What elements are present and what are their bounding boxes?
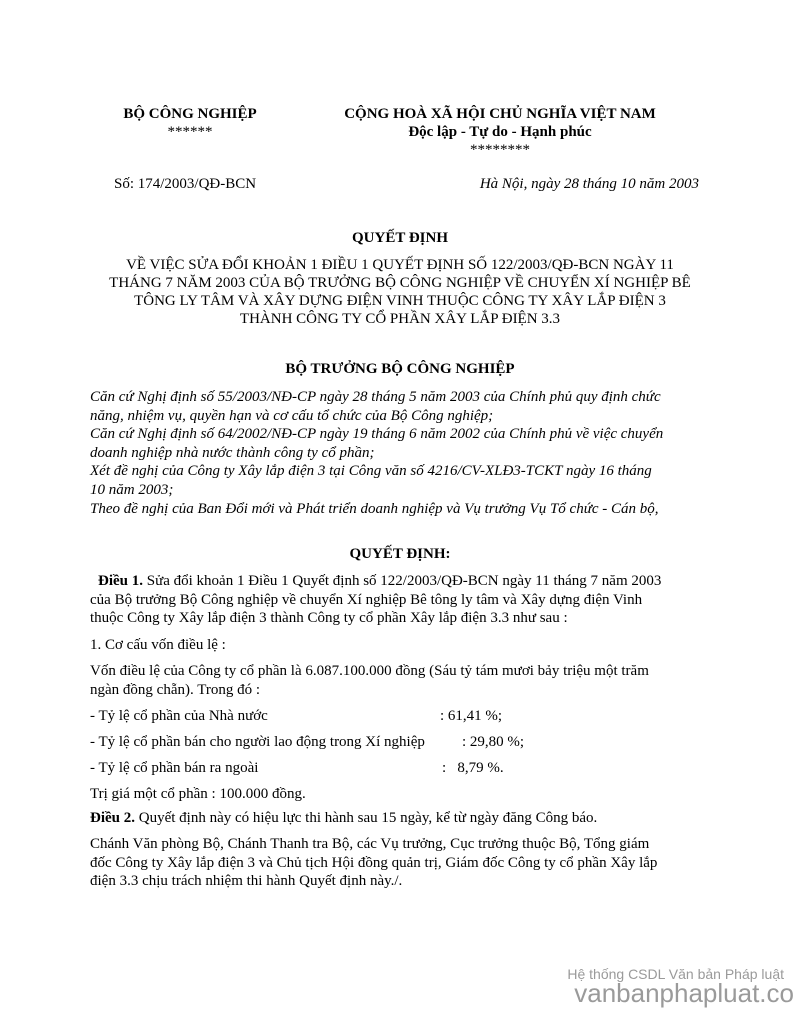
execution-line: điện 3.3 chịu trách nhiệm thi hành Quyết định này./.	[90, 873, 403, 889]
decision-heading: QUYẾT ĐỊNH:	[349, 546, 451, 562]
article-2-text: Quyết định này có hiệu lực thi hành sau 15 ngày, kể từ ngày đăng Công báo.	[135, 810, 598, 826]
place-date: Hà Nội, ngày 28 tháng 10 năm 2003	[479, 176, 699, 192]
document-subject	[90, 256, 710, 328]
motto: Độc lập - Tự do - Hạnh phúc	[408, 124, 592, 140]
preamble-line: Căn cứ Nghị định số 64/2002/NĐ-CP ngày 19 tháng 6 năm 2002 của Chính phủ về việc chuyển	[90, 426, 664, 443]
share-value-outside: : 8,79 %.	[442, 760, 504, 776]
execution-line: đốc Công ty Xây lắp điện 3 và Chủ tịch Hội đồng quản trị, Giám đốc Công ty cổ phần Xây lắp	[90, 855, 658, 871]
subject-line: TÔNG LY TÂM VÀ XÂY DỰNG ĐIỆN VINH THUỘC CÔNG TY XÂY LẮP ĐIỆN 3	[134, 293, 666, 309]
document-number: Số: 174/2003/QĐ-BCN	[114, 176, 257, 192]
capital-line: ngàn đồng chẵn). Trong đó :	[90, 682, 260, 698]
article-2	[90, 810, 597, 827]
preamble-line: Theo đề nghị của Ban Đổi mới và Phát triển doanh nghiệp và Vụ trưởng Vụ Tổ chức - Cán bộ,	[90, 500, 659, 517]
share-value-state: : 61,41 %;	[440, 708, 503, 724]
article-2-label: Điều 2.	[90, 810, 135, 826]
execution-line: Chánh Văn phòng Bộ, Chánh Thanh tra Bộ, các Vụ trưởng, Cục trưởng thuộc Bộ, Tổng giám	[90, 836, 650, 852]
issuing-authority: BỘ TRƯỞNG BỘ CÔNG NGHIỆP	[285, 361, 515, 377]
subject-line: THÁNG 7 NĂM 2003 CỦA BỘ TRƯỞNG BỘ CÔNG NGHIỆP VỀ CHUYỂN XÍ NGHIỆP BÊ	[109, 275, 691, 291]
document-heading: QUYẾT ĐỊNH	[352, 230, 448, 246]
motto-stars: ********	[470, 142, 530, 158]
watermark-site: vanbanphapluat.co	[574, 978, 794, 1008]
preamble-line: Xét đề nghị của Công ty Xây lắp điện 3 tại Công văn số 4216/CV-XLĐ3-TCKT ngày 16 tháng	[90, 463, 652, 480]
ministry-name: BỘ CÔNG NGHIỆP	[123, 106, 257, 122]
watermark-system: Hệ thống CSDL Văn bản Pháp luật	[567, 966, 784, 982]
subject-line: VỀ VIỆC SỬA ĐỔI KHOẢN 1 ĐIỀU 1 QUYẾT ĐỊNH SỐ 122/2003/QĐ-BCN NGÀY 11	[126, 257, 674, 273]
article-1-text: Sửa đổi khoản 1 Điều 1 Quyết định số 122/2003/QĐ-BCN ngày 11 tháng 7 năm 2003	[143, 573, 662, 589]
article-1-label: Điều 1.	[98, 573, 143, 589]
preamble-line: Căn cứ Nghị định số 55/2003/NĐ-CP ngày 28 tháng 5 năm 2003 của Chính phủ quy định chức	[90, 389, 661, 405]
share-label-outside: - Tỷ lệ cổ phần bán ra ngoài	[90, 760, 259, 776]
capital-section-title: 1. Cơ cấu vốn điều lệ :	[90, 637, 226, 653]
preamble-line: năng, nhiệm vụ, quyền hạn và cơ cấu tổ chức của Bộ Công nghiệp;	[90, 407, 494, 424]
preamble	[90, 388, 663, 518]
subject-line: THÀNH CÔNG TY CỔ PHẦN XÂY LẮP ĐIỆN 3.3	[239, 311, 561, 327]
country-name: CỘNG HOÀ XÃ HỘI CHỦ NGHĨA VIỆT NAM	[344, 106, 656, 122]
article-1-line: của Bộ trưởng Bộ Công nghiệp về chuyển Xí nghiệp Bê tông ly tâm và Xây dựng điện Vinh	[90, 592, 643, 608]
par-value: Trị giá một cổ phần : 100.000 đồng.	[90, 786, 306, 802]
share-label-employees: - Tỷ lệ cổ phần bán cho người lao động trong Xí nghiệp	[90, 734, 425, 750]
article-1-line: thuộc Công ty Xây lắp điện 3 thành Công ty cổ phần Xây lắp điện 3.3 như sau :	[90, 610, 568, 626]
preamble-line: 10 năm 2003;	[90, 481, 174, 498]
preamble-line: doanh nghiệp nhà nước thành công ty cổ phần;	[90, 444, 375, 461]
ministry-stars: ******	[167, 124, 213, 140]
capital-line: Vốn điều lệ của Công ty cổ phần là 6.087.100.000 đồng (Sáu tỷ tám mươi bảy triệu một trăm	[90, 663, 649, 679]
share-value-employees: : 29,80 %;	[462, 734, 525, 750]
article-1-first-line	[98, 573, 661, 590]
share-label-state: - Tỷ lệ cổ phần của Nhà nước	[90, 708, 268, 724]
